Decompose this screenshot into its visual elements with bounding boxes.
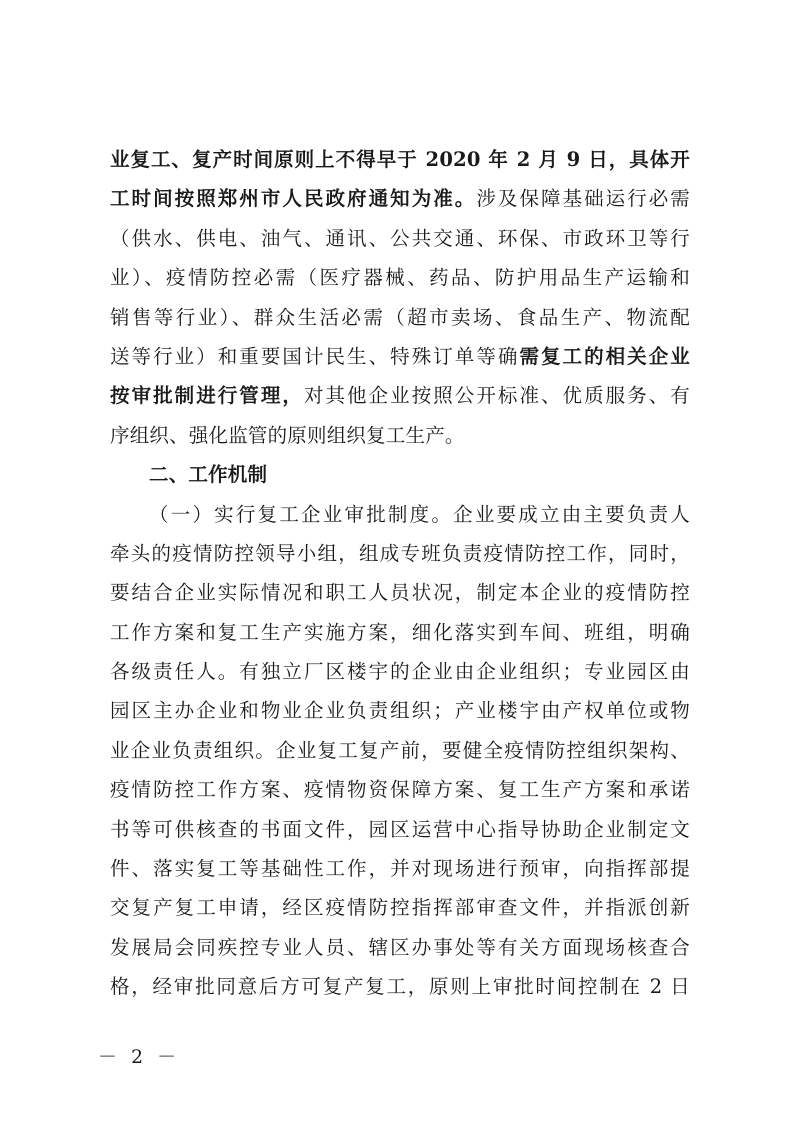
text-line-16 (110, 731, 690, 770)
text-line-6 (110, 337, 690, 376)
plain-text: 工作方案和复工生产实施方案，细化落实到车间、班组，明确 (110, 620, 690, 644)
plain-text: 业）、疫情防控必需（医疗器械、药品、防护用品生产运输和 (110, 266, 690, 290)
text-line-13 (110, 613, 690, 652)
plain-text: 各级责任人。有独立厂区楼宇的企业由企业组织；专业园区由 (110, 660, 690, 684)
plain-text: 书等可供核查的书面文件，园区运营中心指导协助企业制定文 (110, 817, 690, 841)
plain-text: 发展局会同疾控专业人员、辖区办事处等有关方面现场核查合 (110, 935, 690, 959)
plain-text: 要结合企业实际情况和职工人员状况，制定本企业的疫情防控 (110, 581, 690, 605)
plain-text: 交复产复工申请，经区疫情防控指挥部审查文件，并指派创新 (110, 896, 690, 920)
bold-text: 需复工的相关企业 (519, 344, 690, 368)
bold-text: 业复工、复产时间原则上不得早于 2020 年 2 月 9 日，具体开 (110, 148, 690, 171)
page-number: － 2 － (98, 1046, 181, 1068)
plain-text: 格，经审批同意后方可复产复工，原则上审批时间控制在 2 日 (110, 975, 690, 999)
text-line-5 (110, 298, 690, 337)
text-line-1 (110, 140, 690, 179)
plain-text: 件、落实复工等基础性工作，并对现场进行预审，向指挥部提 (110, 857, 690, 881)
text-line-4 (110, 258, 690, 297)
section-heading (110, 455, 690, 494)
bold-text: 按审批制进行管理， (110, 384, 304, 408)
text-line-18 (110, 810, 690, 849)
text-line-3 (110, 219, 690, 258)
plain-text: 销售等行业）、群众生活必需（超市卖场、食品生产、物流配 (110, 305, 690, 329)
plain-text: 涉及保障基础运行必需 (476, 187, 690, 211)
text-line-20 (110, 888, 690, 927)
bold-text: 工时间按照郑州市人民政府通知为准。 (110, 187, 477, 211)
body-text (110, 140, 690, 1007)
plain-text: 序组织、强化监管的原则组织复工生产。 (110, 423, 465, 447)
text-line-22 (110, 967, 690, 1006)
text-line-8 (110, 416, 690, 455)
text-line-15 (110, 691, 690, 730)
heading-text: 二、工作机制 (149, 463, 268, 487)
text-line-19 (110, 849, 690, 888)
subheading-text: （一）实行复工企业审批制度。 (149, 502, 454, 526)
plain-text: 送等行业）和重要国计民生、特殊订单等确 (110, 344, 520, 368)
text-line-12 (110, 573, 690, 612)
text-line-14 (110, 652, 690, 691)
plain-text: 对其他企业按照公开标准、优质服务、有 (303, 384, 690, 408)
plain-text: 园区主办企业和物业企业负责组织；产业楼宇由产权单位或物 (110, 699, 690, 723)
plain-text: （供水、供电、油气、通讯、公共交通、环保、市政环卫等行 (110, 226, 690, 250)
text-line-21 (110, 928, 690, 967)
plain-text: 企业要成立由主要负责人 (453, 502, 690, 526)
plain-text: 业企业负责组织。企业复工复产前，要健全疫情防控组织架构、 (110, 738, 690, 762)
plain-text: 疫情防控工作方案、疫情物资保障方案、复工生产方案和承诺 (110, 778, 690, 802)
text-line-17 (110, 770, 690, 809)
text-line-7 (110, 376, 690, 415)
plain-text: 牵头的疫情防控领导小组，组成专班负责疫情防控工作，同时， (110, 541, 690, 565)
text-line-10 (110, 495, 690, 534)
text-line-2 (110, 179, 690, 218)
text-line-11 (110, 534, 690, 573)
